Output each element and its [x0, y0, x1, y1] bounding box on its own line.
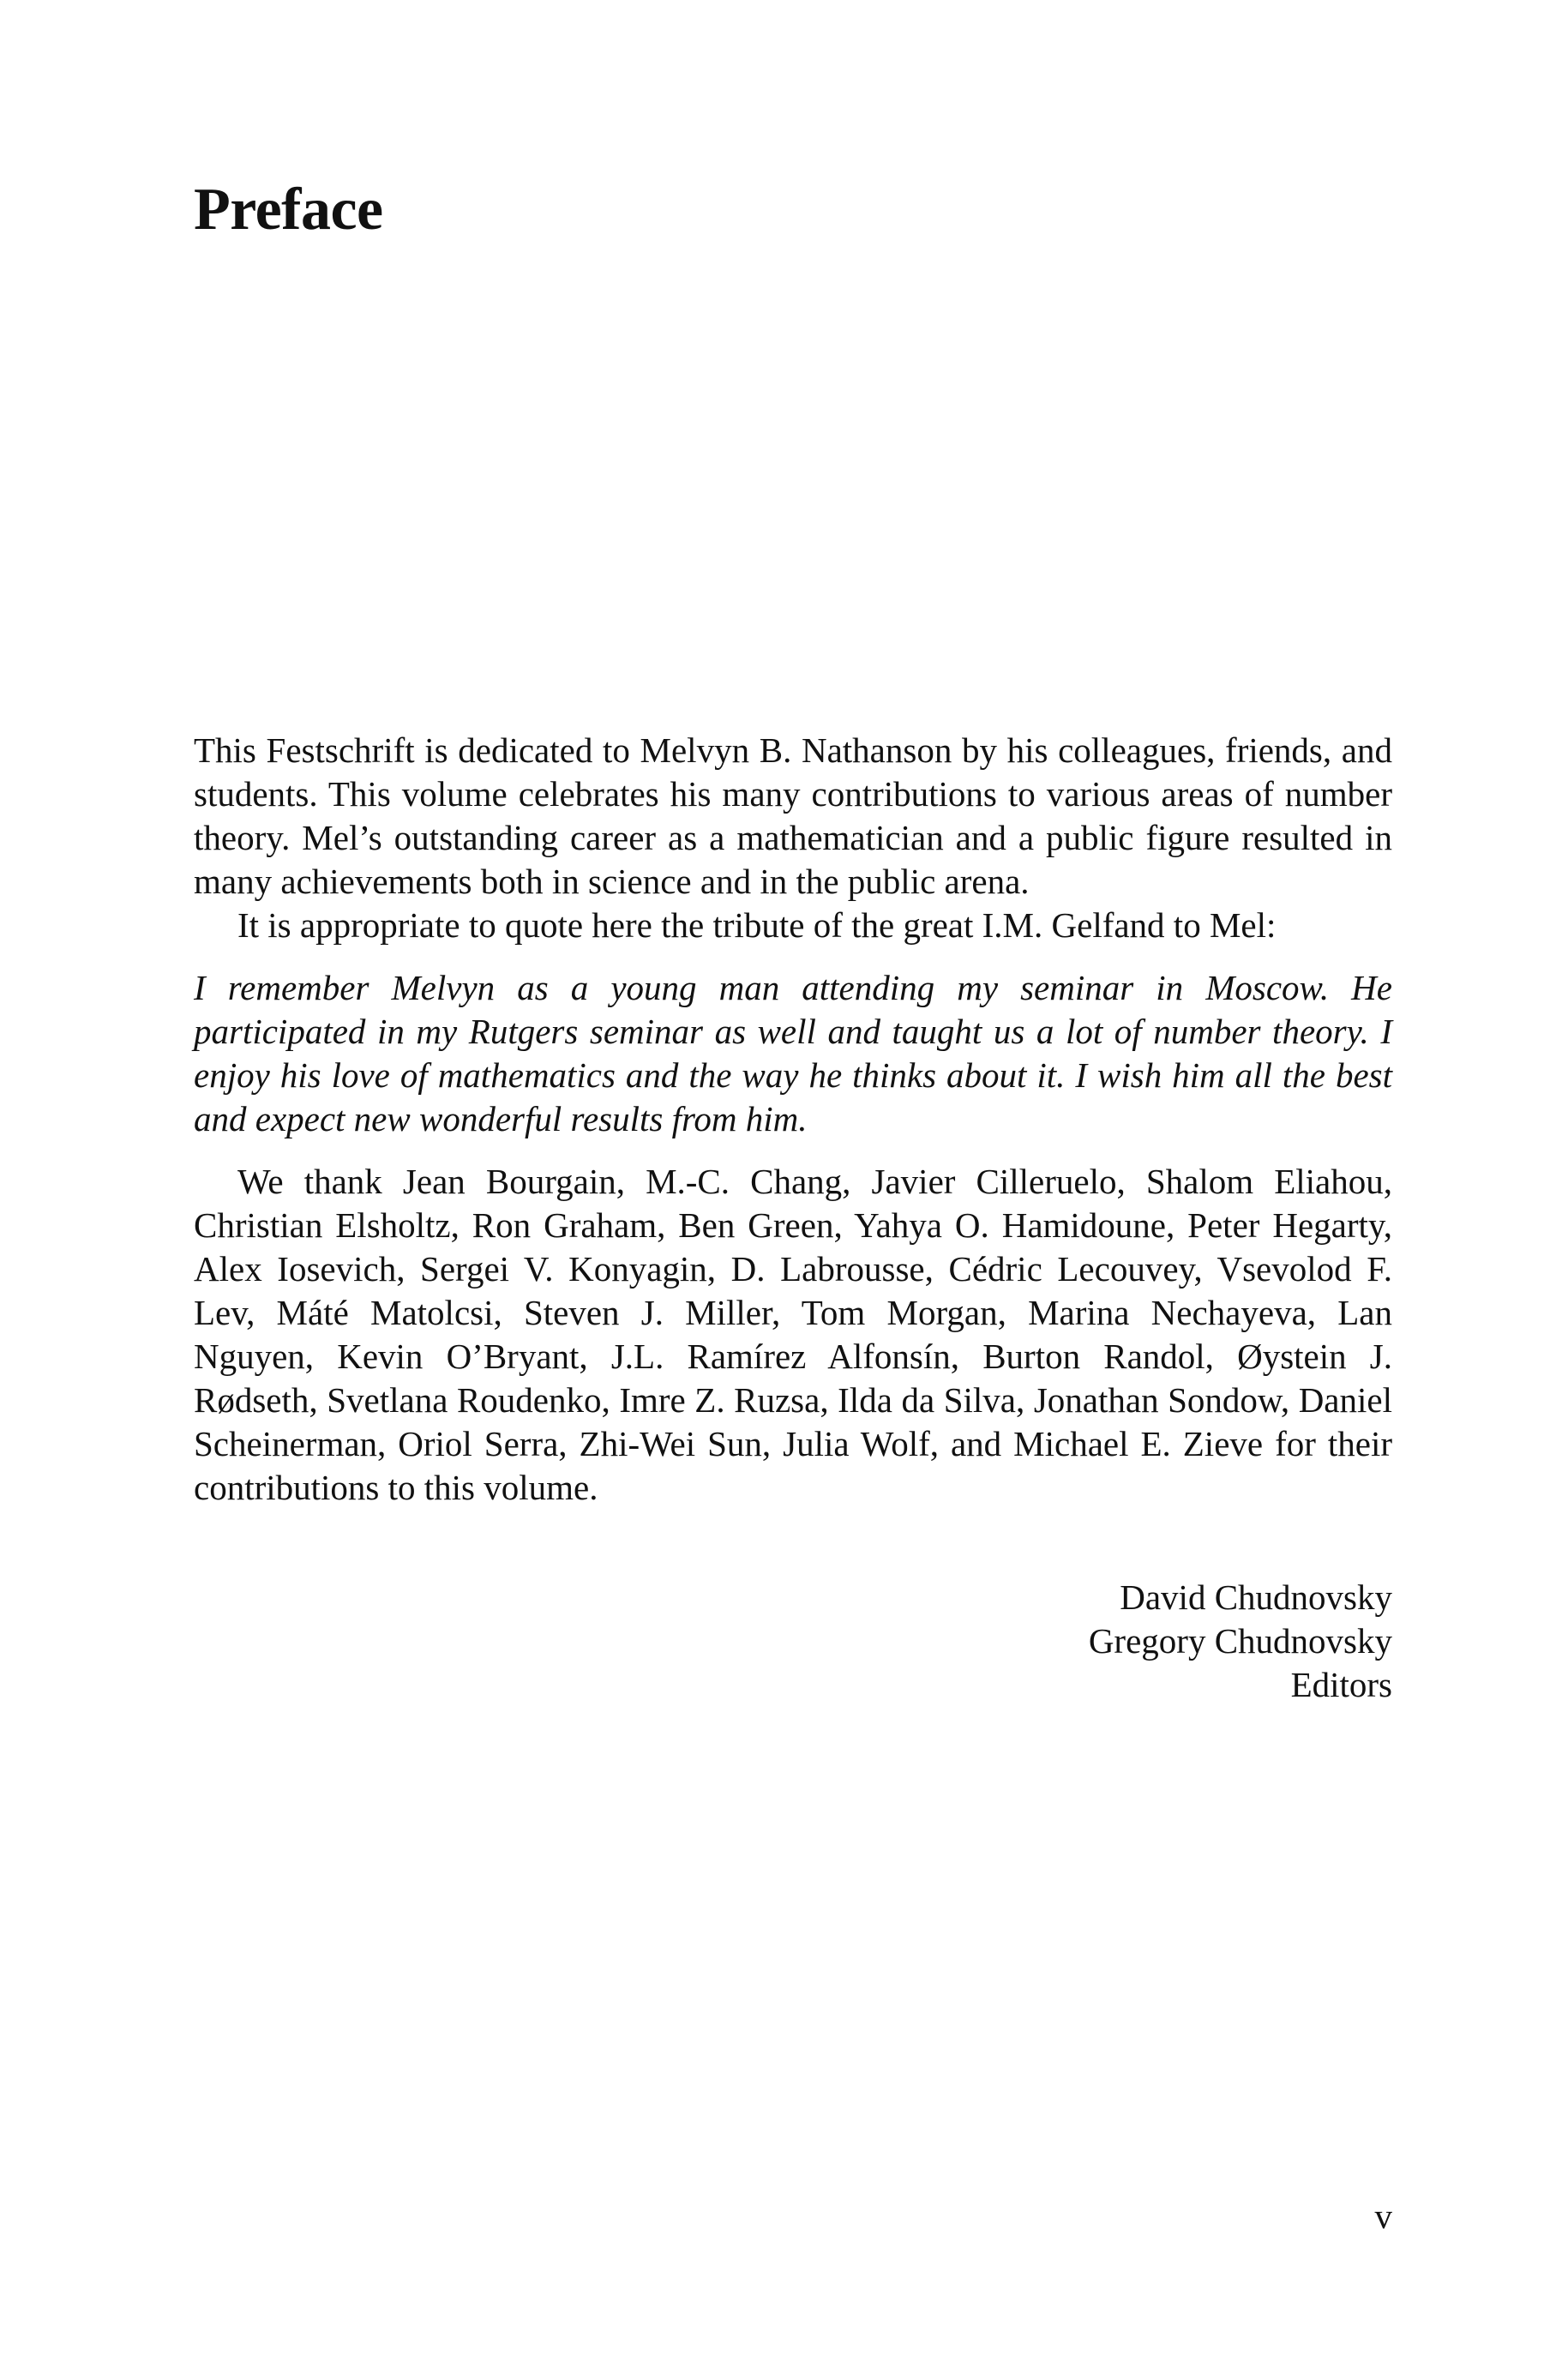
dedication-paragraph: This Festschrift is dedicated to Melvyn B. Nathanson by his colleagues, friends, and students. This volume celebrates his many contributions to various areas of number theory. Mel’s outstanding career as a mathematician and a public figure resulted in many achievements both in science and in the public arena.	[194, 730, 1392, 901]
page-title: Preface	[194, 177, 383, 243]
page-number: v	[1374, 2196, 1392, 2236]
editors-signature	[1089, 1576, 1392, 1707]
editor-name: Gregory Chudnovsky	[1088, 1621, 1392, 1661]
editor-name: David Chudnovsky	[1120, 1577, 1392, 1617]
acknowledgements-paragraph: We thank Jean Bourgain, M.-C. Chang, Javier Cilleruelo, Shalom Eliahou, Christian Elsholtz, Ron Graham, Ben Green, Yahya O. Hamidoune, Peter Hegarty, Alex Iosevich, Sergei V. Konyagin, D. Labrousse, Cédric Lecouvey, Vsevolod F. Lev, Máté Matolcsi, Steven J. Miller, Tom Morgan, Marina Nechayeva, Lan Nguyen, Kevin O’Bryant, J.L. Ramírez Alfonsín, Burton Randol, Øystein J. Rødseth, Svetlana Roudenko, Imre Z. Ruzsa, Ilda da Silva, Jonathan Sondow, Daniel Scheinerman, Oriol Serra, Zhi-Wei Sun, Julia Wolf, and Michael E. Zieve for their contributions to this volume.	[194, 1162, 1392, 1507]
preface-body	[194, 729, 1392, 1510]
gelfand-quote: I remember Melvyn as a young man attending my seminar in Moscow. He participated in my Rutgers seminar as well and taught us a lot of number theory. I enjoy his love of mathematics and the way he thinks about it. I wish him all the best and expect new wonderful results from him.	[194, 968, 1392, 1138]
quote-intro-paragraph: It is appropriate to quote here the tribute of the great I.M. Gelfand to Mel:	[237, 905, 1277, 945]
editors-label: Editors	[1290, 1665, 1392, 1704]
